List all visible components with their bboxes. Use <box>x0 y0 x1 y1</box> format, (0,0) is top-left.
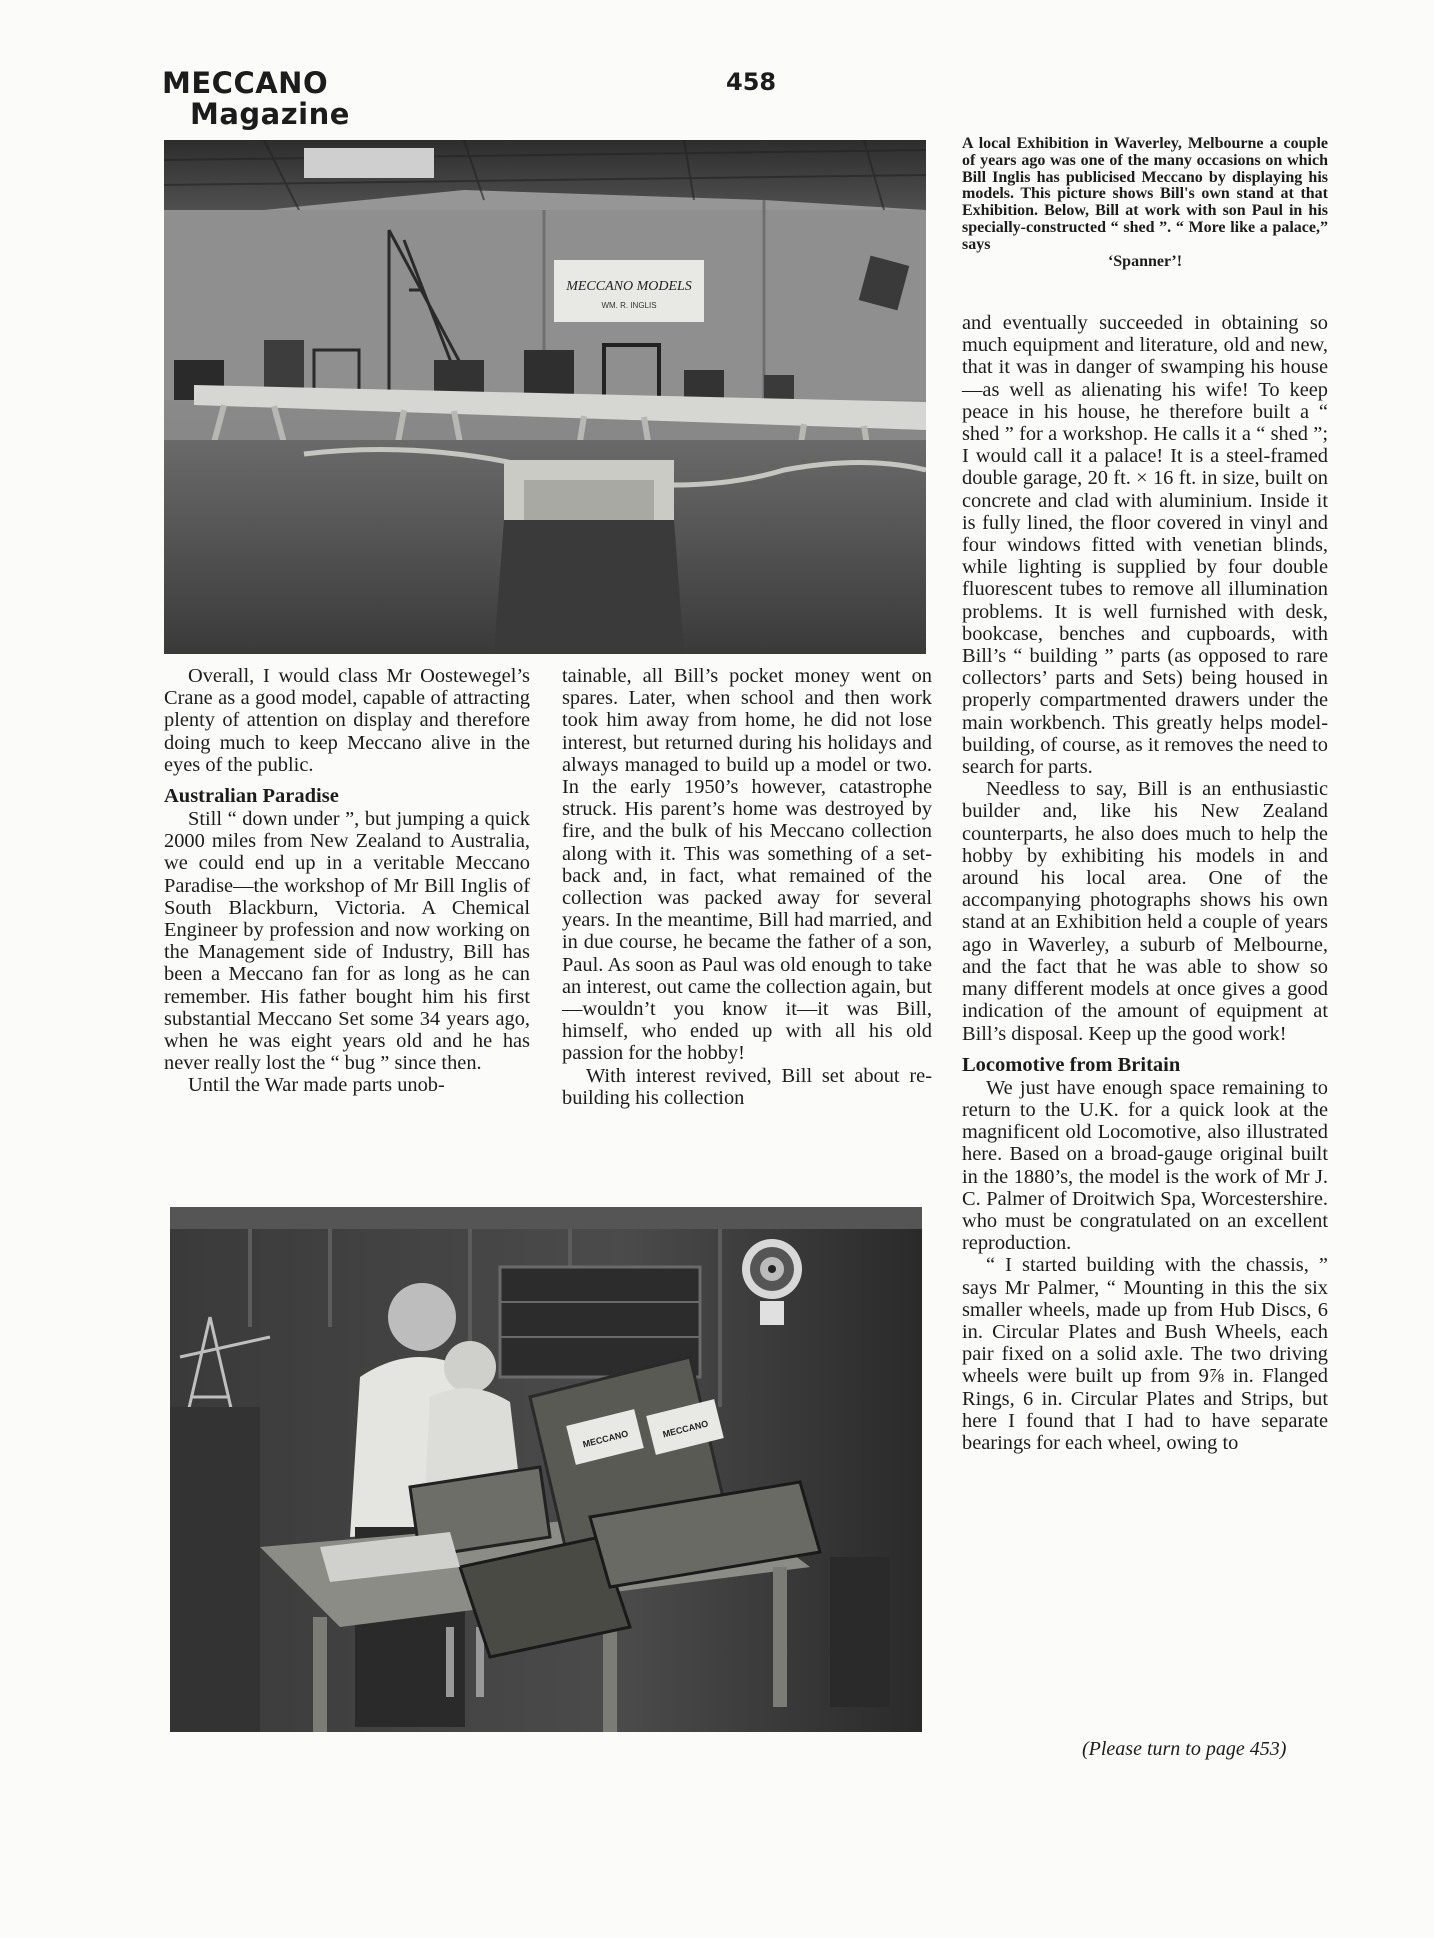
banner-subtext: WM. R. INGLIS <box>601 301 657 310</box>
masthead <box>162 68 350 130</box>
section-heading-australian-paradise: Australian Paradise <box>164 785 339 808</box>
caption-last-line: ‘Spanner’! <box>1107 252 1183 270</box>
column-3 <box>962 312 1328 1454</box>
turn-page-note: (Please turn to page 453) <box>1082 1738 1287 1760</box>
exhibition-photo <box>164 140 926 654</box>
col2-paragraph: tainable, all Bill’s pocket money went on spares. Later, when school and then work took him away from home, he did not lose interest, but returned during his holidays and always managed to build up a model or two. In the early 1950’s however, catastrophe struck. His parent’s home was destroyed by fire, and the bulk of his Meccano collection along with it. This was something of a set-back and, in fact, what remained of the collection was packed away for several years. In the meantime, Bill had married, and in due course, he became the father of a son, Paul. As soon as Paul was old enough to take an interest, out came the collection again, but—wouldn’t you know it—it was Bill, himself, who ended up with all his old passion for the hobby! <box>562 665 932 1065</box>
column-2 <box>562 665 932 1109</box>
column-1 <box>164 665 530 1097</box>
section-heading-locomotive: Locomotive from Britain <box>962 1053 1181 1076</box>
col1-paragraph: Still “ down under ”, but jumping a quick 2000 miles from New Zealand to Australia, we could end up in a veritable Meccano Paradise—the workshop of Mr Bill Inglis of South Blackburn, Victoria. A Chemical Engineer by profession and now working on the Management side of Industry, Bill has been a Meccano fan for as long as he can remember. His father bought him his first substantial Meccano Set some 34 years ago, when he was eight years old and he has never really lost the “ bug ” since then. <box>164 808 530 1075</box>
col3-paragraph: “ I started building with the chassis, ” says Mr Palmer, “ Mounting in this the six smaller wheels, made up from Hub Discs, 6 in. Circular Plates and Bush Wheels, each pair fixed on a solid axle. The two driving wheels were built up from 9⅞ in. Flanged Rings, 6 in. Circular Plates and Strips, but here I found that I had to have separate bearings for each wheel, owing to <box>962 1254 1328 1454</box>
photo-caption <box>962 136 1328 270</box>
col1-paragraph: Overall, I would class Mr Oostewegel’s Crane as a good model, capable of attracting plenty of attention on display and therefore doing much to keep Meccano alive in the eyes of the public. <box>164 665 530 776</box>
col3-paragraph: Needless to say, Bill is an enthusiastic builder and, like his New Zealand counterparts, he also does much to help the hobby by exhibiting his models in and around his local area. One of the accompanying photographs shows his own stand at an Exhibition held a couple of years ago in Waverley, a suburb of Melbourne, and the fact that he was able to show so many different models at once gives a good indication of the amount of equipment at Bill’s disposal. Keep up the good work! <box>962 778 1328 1045</box>
box-label-2: MECCANO <box>661 1418 710 1440</box>
workshop-photo <box>170 1207 922 1732</box>
caption-text: A local Exhibition in Waverley, Melbourne a couple of years ago was one of the many occasions on which Bill Inglis has publicised Meccano by displaying his models. This picture shows Bill's own stand at that Exhibition. Below, Bill at work with son Paul in his specially-constructed “ shed ”. “ More like a palace,” says <box>962 135 1328 253</box>
masthead-line1: MECCANO <box>162 66 329 100</box>
col2-paragraph: With interest revived, Bill set about re-building his collection <box>562 1064 932 1109</box>
box-label-1: MECCANO <box>581 1428 630 1450</box>
col3-paragraph: and eventually succeeded in obtaining so much equipment and literature, old and new, that it was in danger of swamping his house—as well as alienating his wife! To keep peace in his house, he therefore built a “ shed ” for a workshop. He calls it a “ shed ”; I would call it a palace! It is a steel-framed double garage, 20 ft. × 16 ft. in size, built on concrete and clad with aluminium. Inside it is fully lined, the floor covered in vinyl and four windows fitted with venetian blinds, while lighting is supplied by four double fluorescent tubes to remove all illumination problems. It is well furnished with desk, bookcase, benches and cupboards, with Bill’s “ building ” parts (as opposed to rare collectors’ parts and Sets) being housed in properly compartmented drawers under the main workbench. This greatly helps model-building, of course, as it removes the need to search for parts. <box>962 312 1328 779</box>
masthead-line2: Magazine <box>190 97 350 131</box>
col1-paragraph: Until the War made parts unob- <box>188 1074 445 1097</box>
col3-paragraph: We just have enough space remaining to return to the U.K. for a quick look at the magnificent old Locomotive, also illustrated here. Based on a broad-gauge original built in the 1880’s, the model is the work of Mr J. C. Palmer of Droitwich Spa, Worcestershire. who must be congratulated on an excellent reproduction. <box>962 1076 1328 1255</box>
banner-text: MECCANO MODELS <box>566 279 692 294</box>
page-number: 458 <box>726 68 777 96</box>
